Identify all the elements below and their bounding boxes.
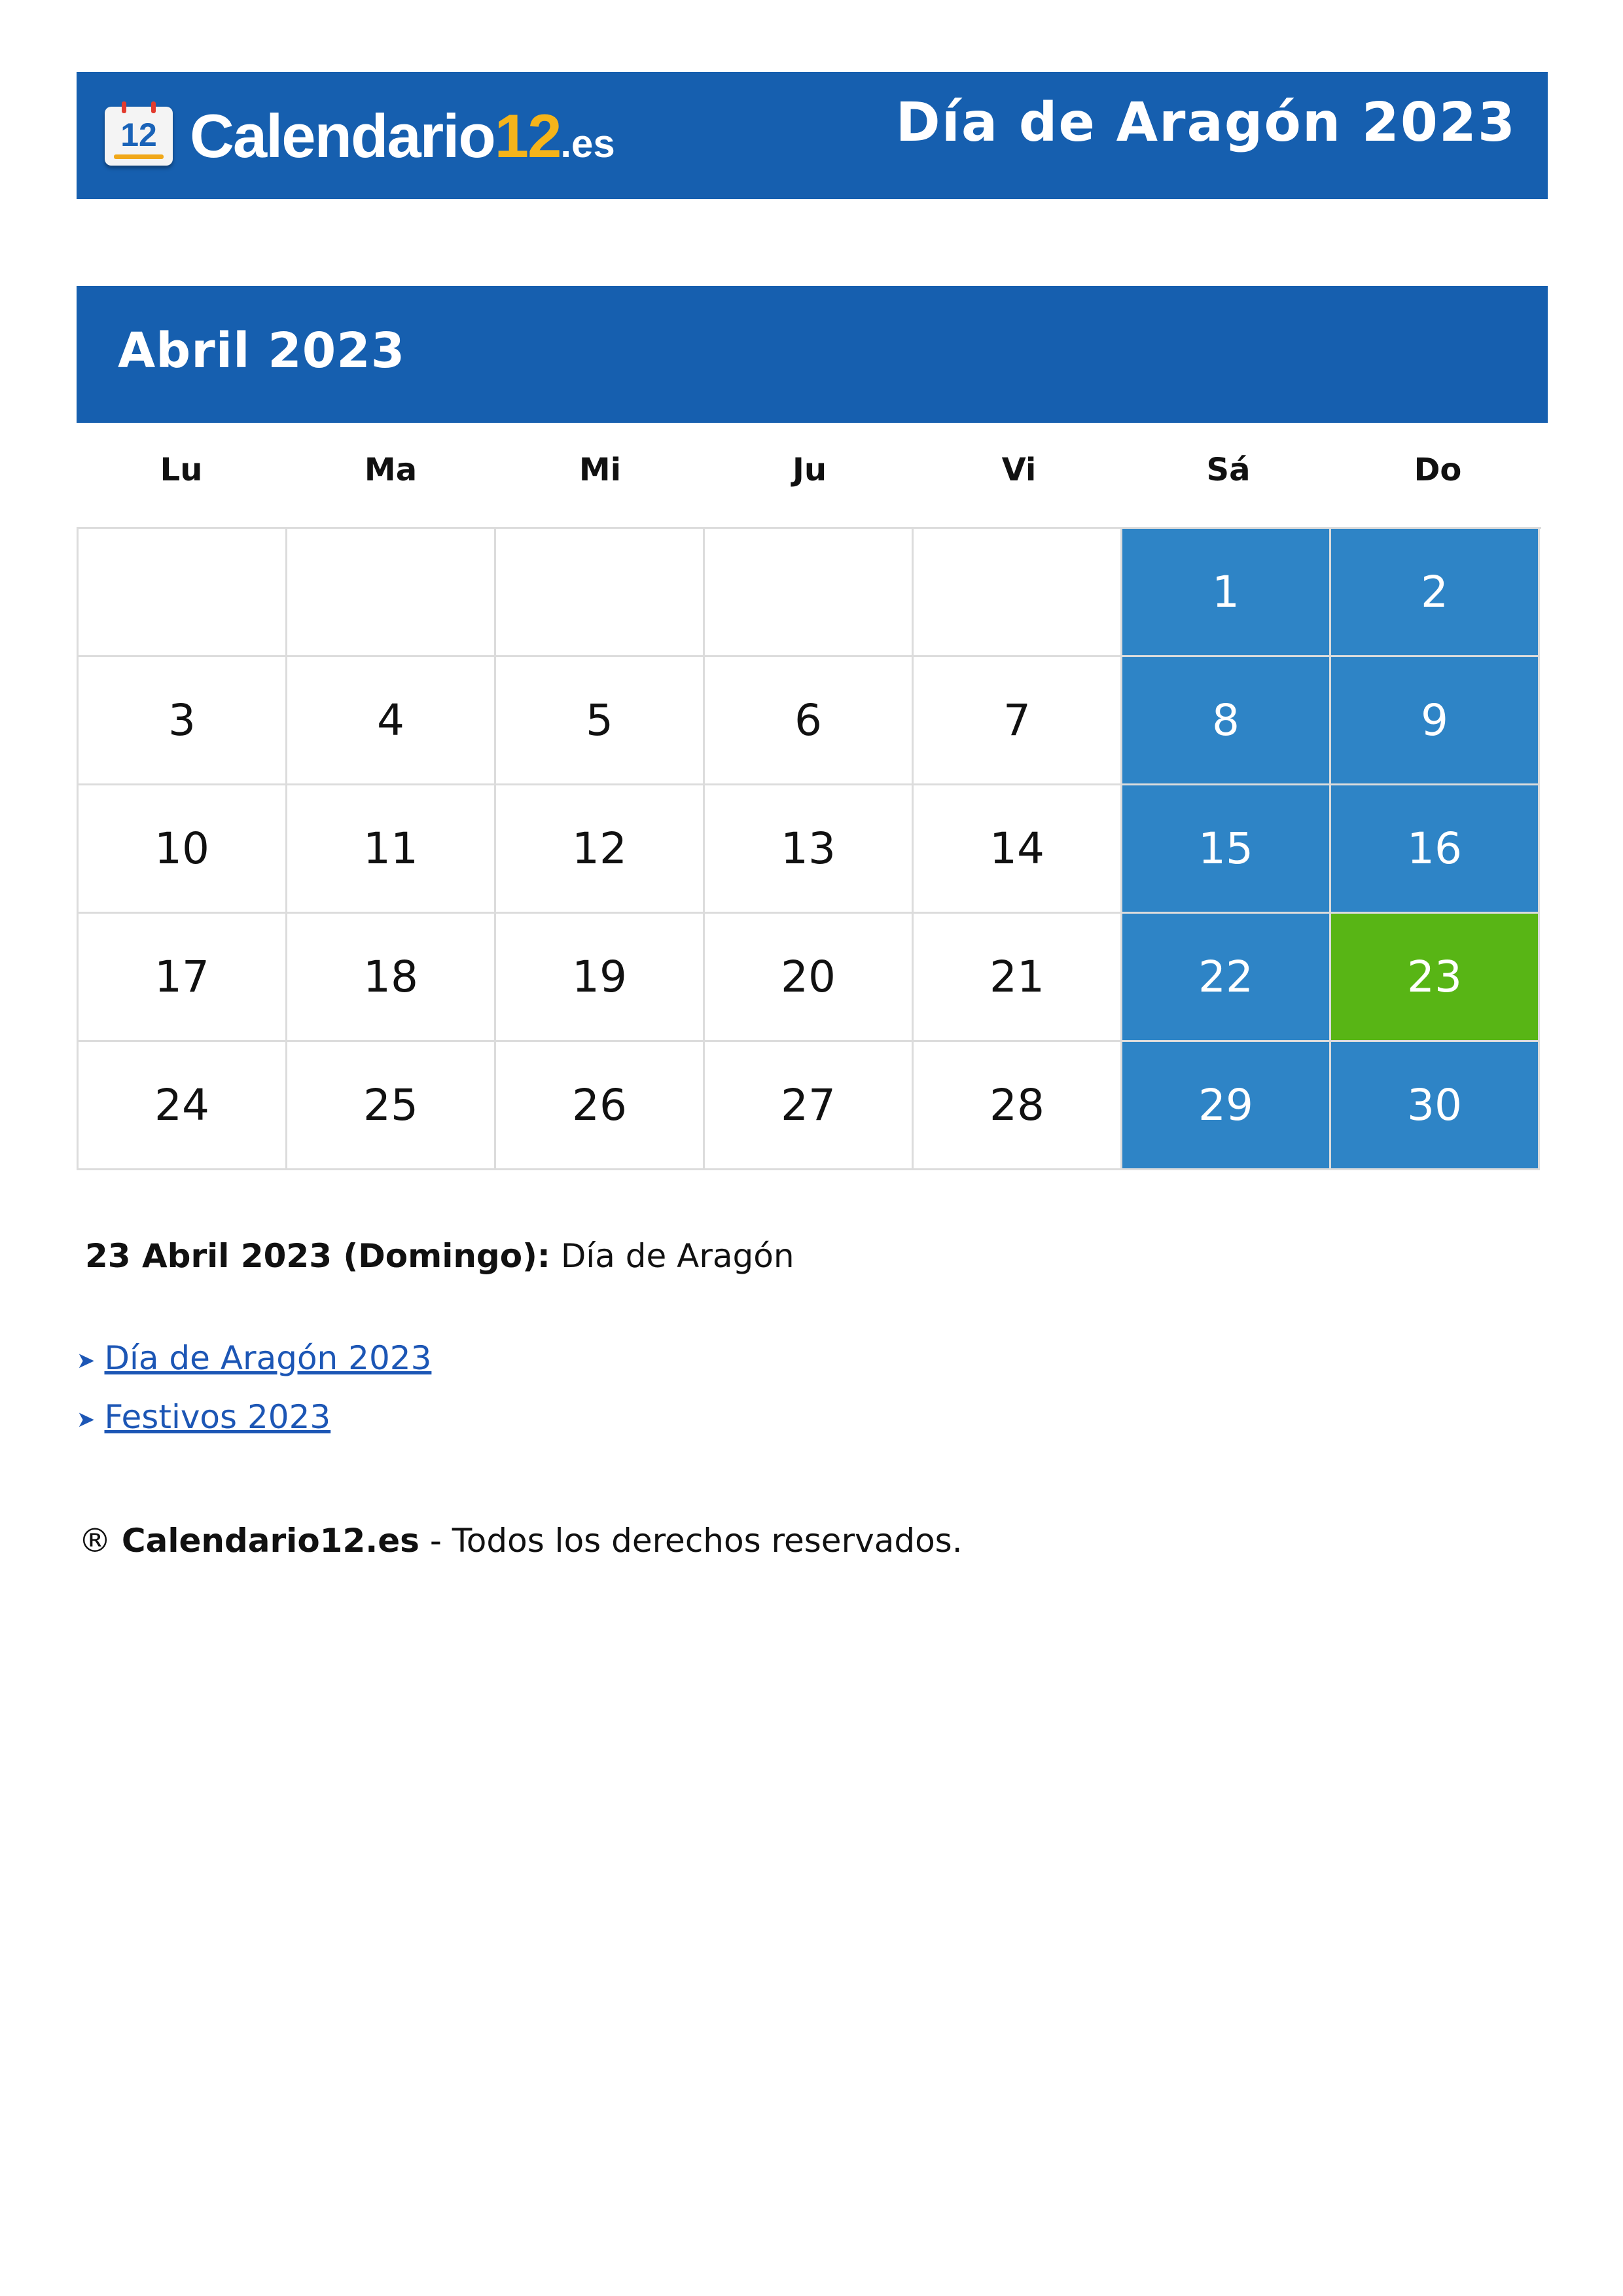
weekday-label: Do — [1414, 452, 1462, 488]
logo-brand-name: Calendario — [190, 101, 495, 170]
calendar-icon — [105, 107, 173, 166]
calendar-day-cell: 27 — [705, 1042, 914, 1170]
link-item — [77, 1338, 431, 1378]
weekday-label: Vi — [1001, 452, 1037, 488]
logo-brand-tld: .es — [560, 122, 615, 166]
calendar-day-cell: 21 — [914, 914, 1122, 1042]
calendar-day-cell: 25 — [287, 1042, 496, 1170]
calendar-day-cell: 24 — [79, 1042, 287, 1170]
calendar-empty-cell — [79, 529, 287, 657]
calendar-day-cell: 30 — [1331, 1042, 1540, 1170]
calendar-ring-icon — [151, 101, 156, 113]
weekday-label: Sá — [1206, 452, 1251, 488]
site-header — [77, 72, 1548, 199]
registered-symbol: ® — [79, 1522, 111, 1560]
link-item — [77, 1397, 431, 1437]
logo-icon-number: 12 — [120, 117, 157, 153]
calendar-day-cell: 5 — [496, 657, 705, 785]
calendar-day-cell: 10 — [79, 785, 287, 914]
month-header — [77, 286, 1548, 423]
arrow-right-icon: ➤ — [77, 1348, 96, 1374]
calendar-day-cell: 9 — [1331, 657, 1540, 785]
related-links — [77, 1338, 431, 1456]
calendar-day-cell: 20 — [705, 914, 914, 1042]
weekday-label: Ju — [792, 452, 827, 488]
calendar-day-cell: 4 — [287, 657, 496, 785]
calendar-day-cell: 22 — [1122, 914, 1331, 1042]
weekday-label: Lu — [160, 452, 203, 488]
calendar-day-cell: 28 — [914, 1042, 1122, 1170]
footer-brand: Calendario12.es — [121, 1522, 419, 1560]
calendar-empty-cell — [287, 529, 496, 657]
weekday-label: Ma — [364, 452, 418, 488]
calendar-day-cell: 26 — [496, 1042, 705, 1170]
calendar-ring-icon — [122, 101, 126, 113]
footer-text: - Todos los derechos reservados. — [429, 1522, 963, 1560]
link-dia-de-aragon-2023[interactable]: Día de Aragón 2023 — [104, 1339, 432, 1377]
holiday-date: 23 Abril 2023 (Domingo): — [85, 1237, 550, 1275]
calendar-week-row — [79, 657, 1541, 785]
calendar-week-row — [79, 529, 1541, 657]
page-title: Día de Aragón 2023 — [895, 92, 1516, 154]
logo-icon-bar — [114, 154, 164, 159]
footer — [79, 1522, 963, 1560]
calendar-day-cell: 15 — [1122, 785, 1331, 914]
calendar-day-cell: 29 — [1122, 1042, 1331, 1170]
calendar-day-cell: 19 — [496, 914, 705, 1042]
weekday-header — [77, 452, 1543, 497]
calendar-day-cell: 12 — [496, 785, 705, 914]
calendar-day-cell-holiday: 23 — [1331, 914, 1540, 1042]
arrow-right-icon: ➤ — [77, 1407, 96, 1433]
calendar-week-row — [79, 914, 1541, 1042]
holiday-description — [85, 1237, 794, 1275]
calendar-day-cell: 7 — [914, 657, 1122, 785]
calendar-day-cell: 3 — [79, 657, 287, 785]
calendar-empty-cell — [705, 529, 914, 657]
calendar-week-row — [79, 785, 1541, 914]
logo-wordmark — [190, 101, 615, 170]
calendar-day-cell: 1 — [1122, 529, 1331, 657]
calendar-day-cell: 14 — [914, 785, 1122, 914]
calendar-grid — [77, 527, 1541, 1170]
logo-brand-number: 12 — [494, 101, 561, 170]
calendar-day-cell: 17 — [79, 914, 287, 1042]
calendar-day-cell: 13 — [705, 785, 914, 914]
calendar-day-cell: 18 — [287, 914, 496, 1042]
site-logo[interactable] — [105, 103, 615, 169]
calendar-day-cell: 6 — [705, 657, 914, 785]
calendar-day-cell: 11 — [287, 785, 496, 914]
month-title: Abril 2023 — [118, 323, 406, 379]
holiday-name: Día de Aragón — [560, 1237, 794, 1275]
weekday-label: Mi — [579, 452, 622, 488]
calendar-week-row — [79, 1042, 1541, 1170]
calendar-day-cell: 8 — [1122, 657, 1331, 785]
calendar-day-cell: 16 — [1331, 785, 1540, 914]
link-festivos-2023[interactable]: Festivos 2023 — [104, 1398, 331, 1436]
calendar-empty-cell — [914, 529, 1122, 657]
calendar-day-cell: 2 — [1331, 529, 1540, 657]
calendar-empty-cell — [496, 529, 705, 657]
